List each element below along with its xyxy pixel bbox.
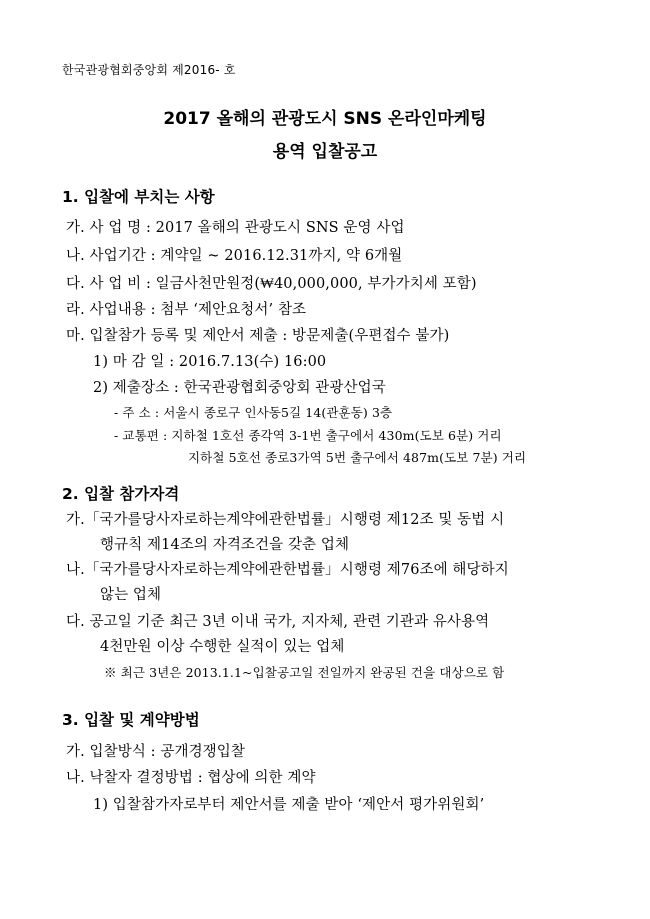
document-title-line2: 용역 입찰공고 bbox=[272, 142, 378, 162]
s1-item-address: - 주 소 : 서울시 종로구 인사동5길 14(관훈동) 3층 bbox=[114, 405, 393, 420]
s2-item-qualification-2: 나.「국가를당사자로하는계약에관한법률」시행령 제76조에 해당하지 bbox=[66, 562, 509, 578]
s2-item-qualification-1-cont: 행규칙 제14조의 자격조건을 갖춘 업체 bbox=[100, 537, 350, 553]
s3-item-award-step-1: 1) 입찰참가자로부터 제안서를 제출 받아 ‘제안서 평가위원회’ bbox=[93, 797, 485, 813]
section-3-heading: 3. 입찰 및 계약방법 bbox=[62, 711, 200, 729]
s3-item-award-method: 나. 낙찰자 결정방법 : 협상에 의한 계약 bbox=[66, 770, 316, 786]
s2-note: ※ 최근 3년은 2013.1.1~입찰공고일 전일까지 완공된 건을 대상으로 함 bbox=[104, 665, 505, 680]
document-title-line1: 2017 올해의 관광도시 SNS 온라인마케팅 bbox=[163, 109, 487, 129]
s1-item-deadline: 1) 마 감 일 : 2016.7.13(수) 16:00 bbox=[93, 354, 327, 370]
s2-item-qualification-3: 다. 공고일 기준 최근 3년 이내 국가, 지자체, 관련 기관과 유사용역 bbox=[66, 614, 490, 630]
s2-item-qualification-3-cont: 4천만원 이상 수행한 실적이 있는 업체 bbox=[100, 639, 345, 655]
section-1-heading: 1. 입찰에 부치는 사항 bbox=[62, 188, 215, 206]
s1-item-transit-line5: 지하철 5호선 종로3가역 5번 출구에서 487m(도보 7분) 거리 bbox=[188, 450, 527, 465]
s1-item-submission: 마. 입찰참가 등록 및 제안서 제출 : 방문제출(우편접수 불가) bbox=[66, 328, 450, 344]
s2-item-qualification-2-cont: 않는 업체 bbox=[100, 587, 162, 603]
section-2-heading: 2. 입찰 참가자격 bbox=[62, 485, 180, 503]
document-number: 한국관광협회중앙회 제2016- 호 bbox=[62, 63, 236, 77]
s1-item-project-name: 가. 사 업 명 : 2017 올해의 관광도시 SNS 운영 사업 bbox=[66, 220, 405, 236]
s1-item-budget: 다. 사 업 비 : 일금사천만원정(₩40,000,000, 부가가치세 포함) bbox=[66, 276, 477, 292]
s2-item-qualification-1: 가.「국가를당사자로하는계약에관한법률」시행령 제12조 및 동법 시 bbox=[66, 512, 505, 528]
s1-item-period: 나. 사업기간 : 계약일 ~ 2016.12.31까지, 약 6개월 bbox=[66, 248, 403, 264]
s1-item-content: 라. 사업내용 : 첨부 ‘제안요청서’ 참조 bbox=[66, 302, 307, 318]
s1-item-transit-line1: - 교통편 : 지하철 1호선 종각역 3-1번 출구에서 430m(도보 6분) 거리 bbox=[114, 428, 502, 443]
s3-item-bid-method: 가. 입찰방식 : 공개경쟁입찰 bbox=[66, 744, 245, 760]
s1-item-location: 2) 제출장소 : 한국관광협회중앙회 관광산업국 bbox=[93, 380, 386, 396]
